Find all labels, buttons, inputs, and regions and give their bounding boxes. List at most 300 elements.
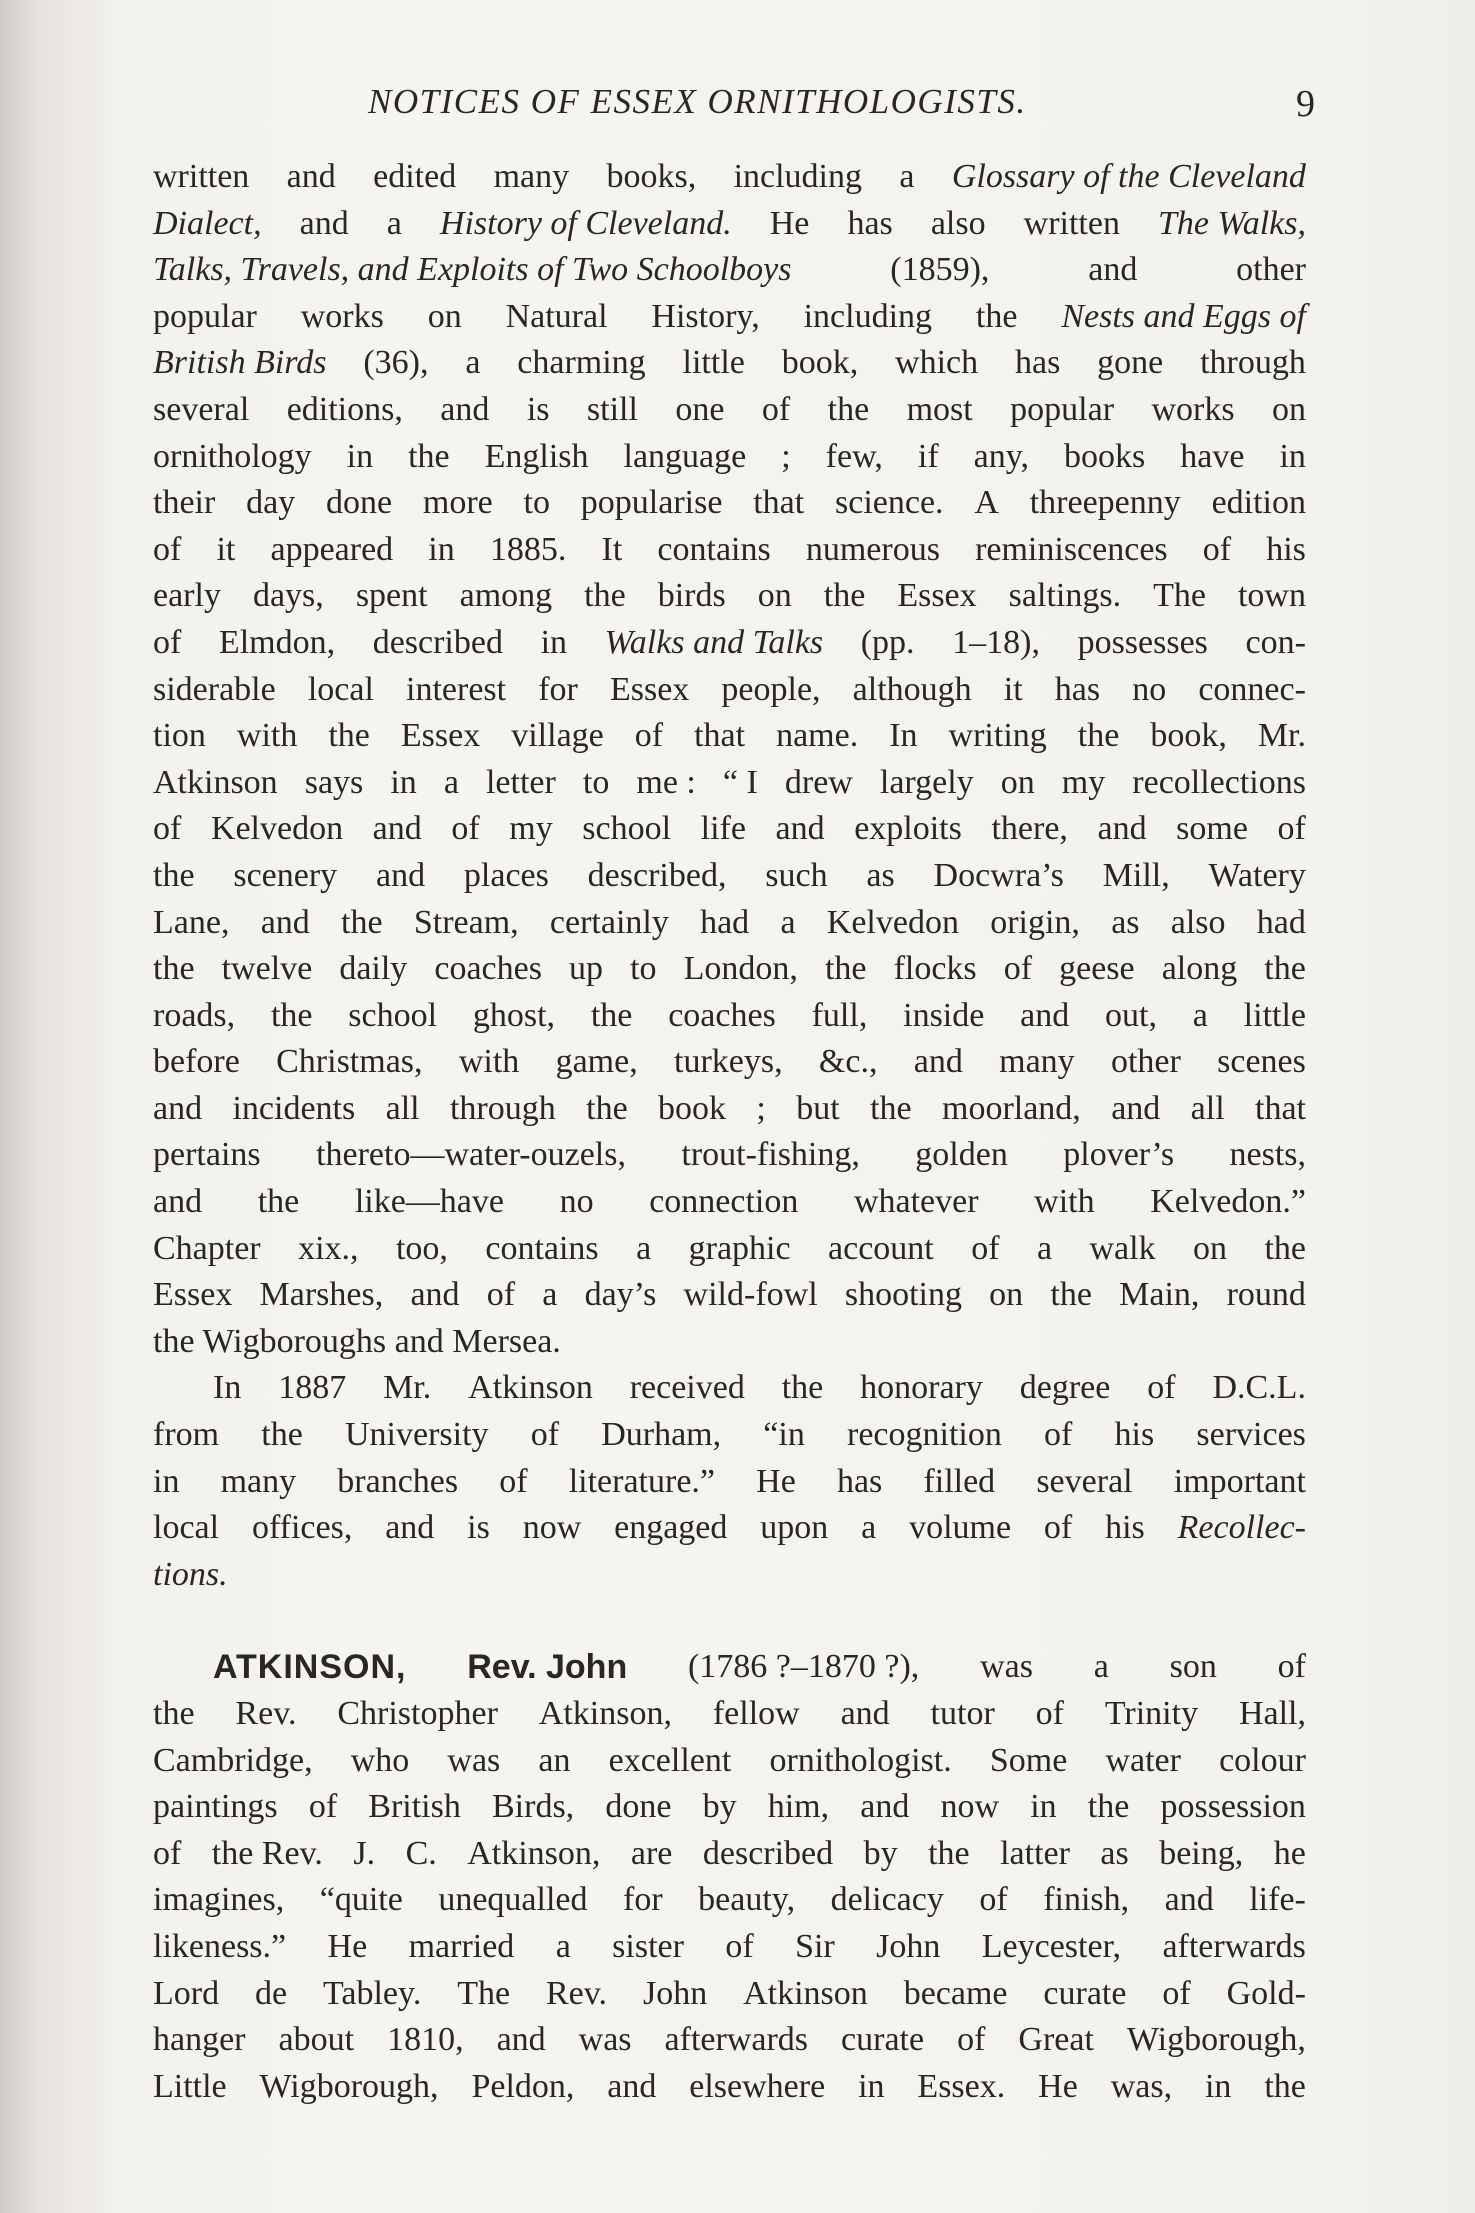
word: reminiscences (975, 530, 1168, 568)
word: was, (1110, 2067, 1173, 2105)
word: sister (612, 1927, 684, 1965)
text-line (153, 1179, 1306, 1226)
word: Walks and Talks (604, 623, 824, 661)
word: English (484, 437, 589, 475)
word: origin, (990, 903, 1080, 941)
word: Essex (897, 577, 977, 615)
word: among (459, 577, 553, 615)
word: written (1023, 204, 1120, 242)
word: and (286, 158, 336, 195)
word: by (702, 1788, 737, 1826)
word: letter (485, 763, 556, 801)
word: editions, (286, 390, 403, 428)
word: village (511, 717, 604, 755)
word: flocks (893, 950, 977, 988)
word: has (836, 1462, 883, 1500)
word: son (1169, 1648, 1217, 1686)
word: whatever (853, 1183, 979, 1221)
word: 1810, (387, 2021, 464, 2059)
text-line (153, 1459, 1306, 1506)
word: to (582, 763, 610, 801)
word: are (630, 1834, 673, 1872)
word: many (220, 1462, 297, 1500)
word: “ I (722, 763, 758, 801)
word: tions. (153, 1555, 228, 1593)
word: Recollec- (1177, 1509, 1306, 1547)
word: upon (760, 1509, 829, 1547)
word: twelve (221, 950, 313, 988)
word: science. (835, 484, 944, 522)
word: through (1200, 344, 1306, 382)
word: also (930, 204, 986, 242)
text-line (153, 434, 1306, 481)
word: a (542, 1276, 558, 1314)
word: had (700, 903, 750, 941)
word: a (780, 903, 796, 941)
word: of (1277, 810, 1306, 848)
word: has (1014, 344, 1061, 382)
word: Christmas, (276, 1043, 423, 1081)
word: He (756, 1462, 796, 1500)
text-line (153, 1412, 1306, 1459)
word: Tabley. (323, 1974, 422, 2012)
word: “in (763, 1416, 805, 1454)
word: many (999, 1043, 1075, 1081)
word: on (757, 577, 792, 615)
word: coaches (434, 950, 542, 988)
word: by (863, 1834, 898, 1872)
word: the (590, 996, 633, 1034)
word: on (1193, 1229, 1228, 1267)
word: described (702, 1834, 834, 1872)
word: of (308, 1788, 338, 1826)
page-number: 9 (1296, 83, 1315, 125)
word: the (975, 297, 1018, 335)
word: name. (776, 717, 859, 755)
word: largely (879, 763, 974, 801)
text-line (153, 760, 1306, 807)
word: works (1151, 390, 1235, 428)
word: scenes (1217, 1043, 1306, 1081)
word: of (1003, 950, 1033, 988)
word: in (390, 763, 417, 801)
word: writing (948, 717, 1047, 755)
word: the (781, 1369, 824, 1407)
word: connection (649, 1183, 799, 1221)
word: curate (841, 2021, 925, 2059)
word: Hall, (1238, 1695, 1306, 1732)
word: the (1077, 717, 1120, 755)
word: In (213, 1369, 242, 1407)
word: 1887 (278, 1369, 347, 1407)
word: many (493, 158, 570, 195)
word: trout-fishing, (681, 1136, 860, 1174)
word: in (1030, 1788, 1057, 1826)
word: tion (153, 717, 206, 755)
word: the (1050, 1276, 1092, 1314)
word: Mr. (383, 1369, 432, 1407)
word: and (496, 2021, 546, 2059)
text-line (153, 1086, 1306, 1133)
text-line (153, 1226, 1306, 1273)
word: the (1264, 950, 1306, 988)
word: (1859), (890, 251, 990, 289)
word: filled (923, 1462, 996, 1500)
word: for (623, 1881, 663, 1919)
word: ; (781, 437, 791, 475)
word: Mr. (1257, 717, 1306, 755)
word: xix., (298, 1229, 359, 1267)
word: up (569, 950, 604, 988)
word: have (1180, 437, 1245, 475)
word: The (457, 1974, 511, 2012)
word: The Walks, (1158, 204, 1306, 242)
word: of (634, 717, 664, 755)
word: unequalled (438, 1881, 588, 1919)
word: any, (973, 437, 1030, 475)
word: Durham, (601, 1416, 722, 1454)
word: volume (909, 1509, 1012, 1547)
word: and (1097, 810, 1147, 848)
text-line (153, 1319, 1306, 1366)
word: geese (1059, 950, 1135, 988)
word: scenery (233, 856, 338, 894)
text-line (153, 993, 1306, 1040)
word: Rev. John (467, 1648, 628, 1687)
word: the (328, 717, 370, 755)
word: of (979, 1881, 1008, 1919)
text-line (153, 620, 1306, 667)
word: became (903, 1974, 1008, 2012)
word: and (840, 1695, 890, 1732)
word: Docwra’s (933, 856, 1064, 894)
word: honorary (860, 1369, 983, 1407)
word: book (658, 1089, 727, 1127)
word: of (153, 810, 182, 848)
text-line (153, 1784, 1306, 1831)
word: and (1111, 1089, 1161, 1127)
word: and (1088, 251, 1138, 289)
text-line (153, 247, 1306, 294)
word: described (372, 623, 503, 661)
word: spent (355, 577, 428, 615)
word: as (866, 856, 895, 894)
word: University (344, 1416, 489, 1454)
word: the Wigboroughs and Mersea. (153, 1322, 561, 1360)
word: Atkinson (153, 763, 278, 801)
word: like—have (354, 1183, 504, 1221)
word: of (451, 810, 480, 848)
word: game, (555, 1043, 638, 1081)
word: now (522, 1509, 582, 1547)
word: with (236, 717, 298, 755)
word: exploits (854, 810, 962, 848)
word: on (427, 297, 462, 335)
word: latter (1000, 1834, 1070, 1872)
word: recollections (1132, 763, 1306, 801)
word: out, (1105, 996, 1157, 1034)
word: and (1020, 996, 1070, 1034)
word: early (153, 577, 221, 615)
word: the (586, 1089, 628, 1127)
word: several (153, 390, 250, 428)
word: Elmdon, (218, 623, 336, 661)
word: Essex. (917, 2067, 1006, 2105)
word: nests, (1229, 1136, 1306, 1174)
text-line (153, 946, 1306, 993)
word: is (467, 1509, 490, 1547)
word: Christopher (337, 1695, 498, 1732)
word: important (1173, 1462, 1306, 1500)
word: British (368, 1788, 461, 1826)
word: degree (1019, 1369, 1111, 1407)
word: John (876, 1927, 941, 1965)
word: for (538, 670, 578, 708)
word: a (555, 1927, 571, 1965)
word: finish, (1043, 1881, 1130, 1919)
word: a (465, 344, 481, 382)
word: the (408, 437, 450, 475)
word: &c., (818, 1043, 878, 1081)
word: services (1196, 1416, 1306, 1454)
word: several (1036, 1462, 1133, 1500)
word: and (913, 1043, 963, 1081)
word: day (246, 484, 296, 522)
text-line (153, 1971, 1306, 2018)
text-line (153, 1738, 1306, 1785)
text-line (153, 1924, 1306, 1971)
word: Atkinson (743, 1974, 868, 2012)
word: imagines, (153, 1881, 285, 1919)
word: one (675, 390, 725, 428)
word: of (1202, 530, 1232, 568)
running-head: NOTICES OF ESSEX ORNITHOLOGISTS. (368, 82, 1027, 121)
word: afterwards (664, 2021, 809, 2059)
word: as (1100, 1834, 1129, 1872)
word: before (153, 1043, 240, 1081)
word: He (1038, 2067, 1078, 2105)
word: delicacy (830, 1881, 944, 1919)
word: Watery (1208, 856, 1306, 894)
word: Talks, Travels, and Exploits of Two Schoolboys (153, 251, 792, 289)
word: wild-fowl (683, 1276, 818, 1314)
word: a (443, 763, 459, 801)
word: curate (1043, 1974, 1127, 2012)
text-line (153, 340, 1306, 387)
word: offices, (251, 1509, 353, 1547)
word: Rev. (235, 1695, 297, 1732)
word: being, (1159, 1834, 1244, 1872)
word: walk (1089, 1229, 1156, 1267)
word: other (1236, 251, 1306, 289)
text-line (153, 900, 1306, 947)
text-line (153, 1039, 1306, 1086)
word: in (428, 530, 455, 568)
word: Birds, (492, 1788, 575, 1826)
word: his (1266, 530, 1306, 568)
word: has (1054, 670, 1101, 708)
word: life (700, 810, 746, 848)
word: of (761, 390, 791, 428)
word: still (586, 390, 638, 428)
word: in (858, 2067, 885, 2105)
word: golden (915, 1136, 1008, 1174)
text-line (153, 853, 1306, 900)
word: roads, (153, 996, 236, 1034)
word: Leycester, (981, 1927, 1122, 1965)
word: branches (337, 1462, 459, 1500)
word: Mill, (1102, 856, 1170, 894)
word: Some (989, 1741, 1068, 1779)
word: the (153, 950, 195, 988)
word: pertains (153, 1136, 261, 1174)
word: Essex (153, 1276, 233, 1314)
word: few, (825, 437, 883, 475)
word: that (1255, 1089, 1306, 1127)
word: elsewhere (689, 2067, 826, 2105)
word: received (629, 1369, 745, 1407)
word: an (538, 1741, 571, 1779)
word: the (823, 577, 866, 615)
word: certainly (549, 903, 669, 941)
word: inside (903, 996, 985, 1034)
word: of (1035, 1695, 1064, 1732)
text-line (153, 1505, 1306, 1552)
word: Atkinson (468, 1369, 593, 1407)
word: Atkinson, (467, 1834, 601, 1872)
word: ATKINSON, (213, 1648, 407, 1687)
word: and (385, 1509, 435, 1547)
page-header (0, 82, 1475, 132)
word: along (1161, 950, 1238, 988)
word: the (270, 996, 313, 1034)
word: D.C.L. (1212, 1369, 1306, 1407)
word: of (1162, 1974, 1191, 2012)
text-line (153, 1365, 1306, 1412)
text-line (153, 294, 1306, 341)
word: colour (1219, 1741, 1306, 1779)
word: was (578, 2021, 632, 2059)
word: He (769, 204, 810, 242)
word: a (386, 204, 402, 242)
word: Dialect, (153, 204, 262, 242)
word: He (327, 1927, 368, 1965)
word: edited (373, 158, 457, 195)
word: my (1061, 763, 1106, 801)
word: days, (252, 577, 324, 615)
word: Lane, (153, 903, 230, 941)
word: it (216, 530, 236, 568)
word: Stream, (413, 903, 519, 941)
text-line (153, 1272, 1306, 1319)
word: literature.” (568, 1462, 716, 1500)
word: connec- (1198, 670, 1306, 708)
word: Essex (609, 670, 690, 708)
word: saltings. (1008, 577, 1122, 615)
word: people, (721, 670, 821, 708)
word: in (153, 1462, 180, 1500)
word: con- (1245, 623, 1306, 661)
word: his (1105, 1509, 1145, 1547)
word: who (350, 1741, 410, 1779)
word: History of Cleveland. (439, 204, 732, 242)
text-line (153, 713, 1306, 760)
word: recognition (847, 1416, 1002, 1454)
word: married (408, 1927, 515, 1965)
word: done (605, 1788, 672, 1826)
word: charming (517, 344, 646, 382)
word: Gold- (1226, 1974, 1306, 2012)
word: Wigborough, (259, 2067, 439, 2105)
word: the Rev. (211, 1834, 323, 1872)
word: tutor (930, 1695, 995, 1732)
word: popular (153, 297, 257, 335)
word: coaches (668, 996, 776, 1034)
word: The (1153, 577, 1206, 615)
word: little (682, 344, 745, 382)
word: and (410, 1276, 460, 1314)
word: (36), (363, 344, 429, 382)
word: full, (811, 996, 868, 1034)
word: Kelvedon (210, 810, 344, 848)
word: engaged (614, 1509, 728, 1547)
word: was (447, 1741, 501, 1779)
text-line (153, 1831, 1306, 1878)
word: books (1064, 437, 1146, 475)
word: incidents (232, 1089, 356, 1127)
word: to (523, 484, 550, 522)
word: the (341, 903, 383, 941)
word: Lord (153, 1974, 220, 2012)
word: A (974, 484, 999, 522)
word: ghost, (472, 996, 556, 1034)
word: and (260, 903, 310, 941)
word: of (530, 1416, 560, 1454)
word: a (1036, 1229, 1053, 1267)
word: siderable (153, 670, 276, 708)
word: books, (606, 158, 697, 195)
word: a (899, 158, 915, 195)
word: ornithologist. (769, 1741, 952, 1779)
word: Kelvedon.” (1150, 1183, 1306, 1221)
word: his (1114, 1416, 1155, 1454)
word: and (1164, 1881, 1214, 1919)
word: book, (781, 344, 859, 382)
word: he (1273, 1834, 1306, 1872)
word: popular (1010, 390, 1115, 428)
word: Marshes, (259, 1276, 384, 1314)
word: if (917, 437, 939, 475)
word: fellow (712, 1695, 800, 1732)
word: in (346, 437, 374, 475)
word: Main, (1119, 1276, 1200, 1314)
word: in (1279, 437, 1306, 475)
text-line (153, 1552, 1306, 1599)
word: of (1043, 1509, 1073, 1547)
word: plover’s (1063, 1136, 1175, 1174)
word: drew (784, 763, 853, 801)
word: gone (1097, 344, 1164, 382)
word: and (860, 1788, 910, 1826)
word: and (607, 2067, 657, 2105)
word: shooting (844, 1276, 962, 1314)
word: excellent (608, 1741, 732, 1779)
word: a (1093, 1648, 1109, 1686)
word: contains (657, 530, 771, 568)
word: Sir (795, 1927, 835, 1965)
word: and (153, 1183, 203, 1221)
word: birds (657, 577, 726, 615)
